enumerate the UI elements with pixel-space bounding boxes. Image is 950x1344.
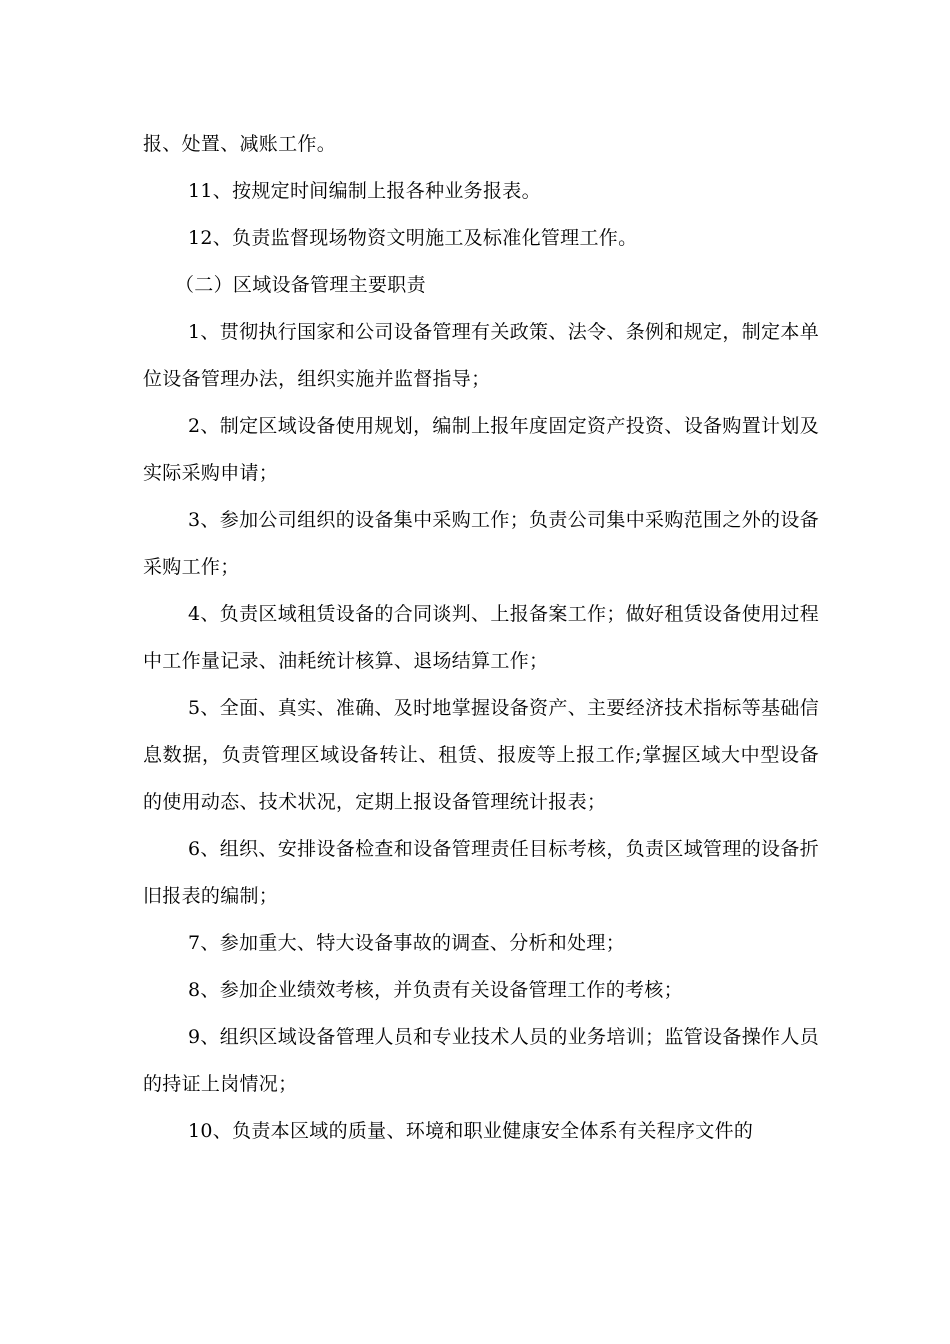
paragraph-item-4: 4、负责区域租赁设备的合同谈判、上报备案工作；做好租赁设备使用过程中工作量记录、油耗统计核算、退场结算工作； (143, 603, 819, 672)
paragraph-item-8: 8、参加企业绩效考核，并负责有关设备管理工作的考核； (188, 979, 683, 1001)
paragraph-continuation: 报、处置、减账工作。 (143, 133, 337, 155)
paragraph-item-5: 5、全面、真实、准确、及时地掌握设备资产、主要经济技术指标等基础信息数据，负责管理区域设备转让、租赁、报废等上报工作;掌握区域大中型设备的使用动态、技术状况，定期上报设备管理统计报表； (143, 697, 819, 813)
paragraph-item-9: 9、组织区域设备管理人员和专业技术人员的业务培训；监管设备操作人员的持证上岗情况； (143, 1026, 819, 1095)
paragraph-item-11: 11、按规定时间编制上报各种业务报表。 (188, 180, 541, 202)
document-body (143, 121, 819, 1155)
paragraph-item-2: 2、制定区域设备使用规划，编制上报年度固定资产投资、设备购置计划及实际采购申请； (143, 415, 819, 484)
section-heading-equipment: （二）区域设备管理主要职责 (175, 274, 426, 296)
paragraph-item-3: 3、参加公司组织的设备集中采购工作；负责公司集中采购范围之外的设备采购工作； (143, 509, 819, 578)
paragraph-item-12: 12、负责监督现场物资文明施工及标准化管理工作。 (188, 227, 638, 249)
paragraph-item-10: 10、负责本区域的质量、环境和职业健康安全体系有关程序文件的 (188, 1120, 754, 1142)
paragraph-item-6: 6、组织、安排设备检查和设备管理责任目标考核，负责区域管理的设备折旧报表的编制； (143, 838, 819, 907)
paragraph-item-7: 7、参加重大、特大设备事故的调查、分析和处理； (188, 932, 625, 954)
paragraph-item-1: 1、贯彻执行国家和公司设备管理有关政策、法令、条例和规定，制定本单位设备管理办法，组织实施并监督指导； (143, 321, 819, 390)
